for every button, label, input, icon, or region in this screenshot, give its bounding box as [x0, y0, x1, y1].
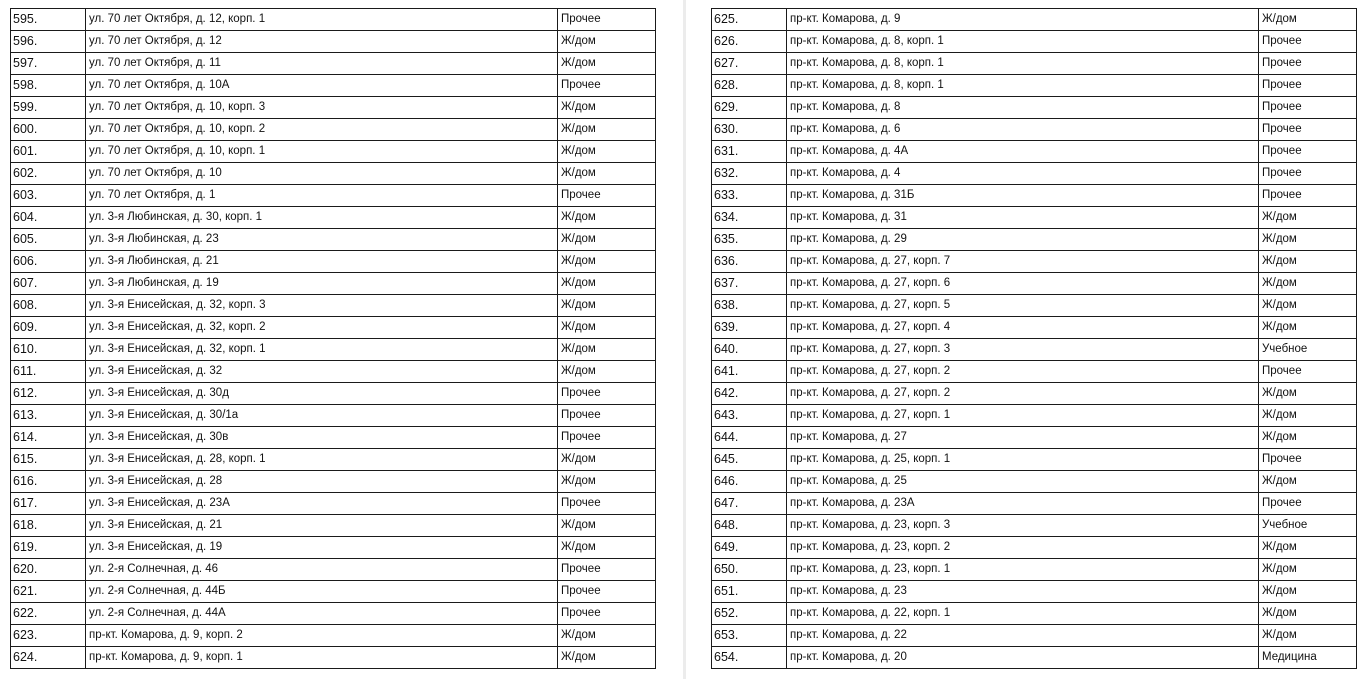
row-address: ул. 70 лет Октября, д. 1: [86, 185, 558, 207]
table-row: [712, 163, 1357, 185]
row-address: ул. 70 лет Октября, д. 12, корп. 1: [86, 9, 558, 31]
table-row: [11, 361, 656, 383]
table-row: [712, 273, 1357, 295]
left-address-table: [10, 8, 656, 669]
table-row: [712, 361, 1357, 383]
row-type: Прочее: [558, 383, 656, 405]
table-row: [712, 75, 1357, 97]
row-number: 613.: [11, 405, 86, 427]
table-row: [712, 31, 1357, 53]
row-number: 645.: [712, 449, 787, 471]
row-number: 630.: [712, 119, 787, 141]
table-row: [11, 97, 656, 119]
row-number: 602.: [11, 163, 86, 185]
row-address: пр-кт. Комарова, д. 23: [787, 581, 1259, 603]
row-number: 642.: [712, 383, 787, 405]
table-row: [11, 383, 656, 405]
row-number: 604.: [11, 207, 86, 229]
row-address: ул. 70 лет Октября, д. 10: [86, 163, 558, 185]
row-number: 611.: [11, 361, 86, 383]
row-address: ул. 2-я Солнечная, д. 44А: [86, 603, 558, 625]
table-row: [11, 295, 656, 317]
row-number: 639.: [712, 317, 787, 339]
row-type: Ж/дом: [558, 207, 656, 229]
table-row: [11, 537, 656, 559]
table-row: [712, 383, 1357, 405]
row-address: пр-кт. Комарова, д. 4: [787, 163, 1259, 185]
row-address: пр-кт. Комарова, д. 8, корп. 1: [787, 31, 1259, 53]
table-row: [712, 317, 1357, 339]
row-number: 649.: [712, 537, 787, 559]
row-type: Ж/дом: [1259, 471, 1357, 493]
row-address: ул. 3-я Енисейская, д. 28, корп. 1: [86, 449, 558, 471]
row-address: ул. 70 лет Октября, д. 10, корп. 2: [86, 119, 558, 141]
row-address: ул. 70 лет Октября, д. 10, корп. 1: [86, 141, 558, 163]
table-row: [11, 405, 656, 427]
row-type: Ж/дом: [1259, 559, 1357, 581]
row-type: Ж/дом: [558, 273, 656, 295]
row-address: пр-кт. Комарова, д. 27, корп. 6: [787, 273, 1259, 295]
row-number: 609.: [11, 317, 86, 339]
row-type: Ж/дом: [1259, 581, 1357, 603]
row-type: Прочее: [558, 185, 656, 207]
table-row: [712, 625, 1357, 647]
row-number: 624.: [11, 647, 86, 669]
table-row: [11, 515, 656, 537]
row-address: пр-кт. Комарова, д. 9, корп. 1: [86, 647, 558, 669]
table-row: [712, 581, 1357, 603]
row-type: Прочее: [1259, 185, 1357, 207]
table-row: [712, 449, 1357, 471]
row-number: 601.: [11, 141, 86, 163]
row-type: Прочее: [1259, 141, 1357, 163]
table-row: [11, 141, 656, 163]
row-address: пр-кт. Комарова, д. 9, корп. 2: [86, 625, 558, 647]
row-type: Ж/дом: [558, 361, 656, 383]
row-type: Ж/дом: [558, 537, 656, 559]
table-row: [712, 647, 1357, 669]
table-row: [11, 9, 656, 31]
row-type: Ж/дом: [558, 97, 656, 119]
row-number: 647.: [712, 493, 787, 515]
row-number: 623.: [11, 625, 86, 647]
row-type: Прочее: [558, 493, 656, 515]
row-number: 627.: [712, 53, 787, 75]
table-row: [712, 207, 1357, 229]
row-type: Прочее: [1259, 449, 1357, 471]
row-address: пр-кт. Комарова, д. 31Б: [787, 185, 1259, 207]
row-type: Ж/дом: [558, 625, 656, 647]
table-row: [11, 207, 656, 229]
row-number: 621.: [11, 581, 86, 603]
row-type: Ж/дом: [1259, 603, 1357, 625]
row-number: 629.: [712, 97, 787, 119]
row-type: Медицина: [1259, 647, 1357, 669]
left-page: [0, 0, 683, 679]
table-row: [712, 493, 1357, 515]
row-number: 597.: [11, 53, 86, 75]
row-address: пр-кт. Комарова, д. 27, корп. 3: [787, 339, 1259, 361]
table-row: [11, 163, 656, 185]
row-type: Прочее: [558, 405, 656, 427]
left-table-body: [11, 9, 656, 669]
row-number: 607.: [11, 273, 86, 295]
row-number: 620.: [11, 559, 86, 581]
row-address: пр-кт. Комарова, д. 8, корп. 1: [787, 75, 1259, 97]
table-row: [712, 515, 1357, 537]
row-type: Ж/дом: [1259, 229, 1357, 251]
row-type: Ж/дом: [1259, 405, 1357, 427]
row-type: Ж/дом: [558, 449, 656, 471]
row-address: пр-кт. Комарова, д. 27, корп. 2: [787, 361, 1259, 383]
row-address: ул. 2-я Солнечная, д. 46: [86, 559, 558, 581]
row-number: 646.: [712, 471, 787, 493]
row-address: пр-кт. Комарова, д. 27, корп. 5: [787, 295, 1259, 317]
table-row: [11, 603, 656, 625]
table-row: [11, 339, 656, 361]
row-type: Ж/дом: [558, 31, 656, 53]
row-address: ул. 3-я Енисейская, д. 23А: [86, 493, 558, 515]
row-address: пр-кт. Комарова, д. 27, корп. 2: [787, 383, 1259, 405]
row-type: Ж/дом: [558, 295, 656, 317]
row-number: 625.: [712, 9, 787, 31]
row-number: 631.: [712, 141, 787, 163]
row-type: Ж/дом: [1259, 427, 1357, 449]
row-number: 637.: [712, 273, 787, 295]
row-address: ул. 2-я Солнечная, д. 44Б: [86, 581, 558, 603]
table-row: [712, 119, 1357, 141]
row-number: 653.: [712, 625, 787, 647]
row-type: Ж/дом: [558, 317, 656, 339]
row-number: 606.: [11, 251, 86, 273]
row-type: Ж/дом: [1259, 383, 1357, 405]
row-type: Ж/дом: [1259, 537, 1357, 559]
row-number: 640.: [712, 339, 787, 361]
table-row: [712, 405, 1357, 427]
row-type: Ж/дом: [1259, 273, 1357, 295]
row-address: ул. 3-я Енисейская, д. 19: [86, 537, 558, 559]
row-type: Ж/дом: [558, 229, 656, 251]
table-row: [11, 317, 656, 339]
row-type: Ж/дом: [558, 119, 656, 141]
row-type: Прочее: [1259, 53, 1357, 75]
row-type: Ж/дом: [1259, 295, 1357, 317]
row-number: 599.: [11, 97, 86, 119]
row-number: 636.: [712, 251, 787, 273]
row-type: Ж/дом: [1259, 251, 1357, 273]
row-number: 651.: [712, 581, 787, 603]
row-number: 652.: [712, 603, 787, 625]
row-type: Ж/дом: [558, 515, 656, 537]
row-type: Учебное: [1259, 515, 1357, 537]
row-address: пр-кт. Комарова, д. 29: [787, 229, 1259, 251]
row-address: пр-кт. Комарова, д. 31: [787, 207, 1259, 229]
row-address: ул. 3-я Енисейская, д. 30д: [86, 383, 558, 405]
table-row: [11, 119, 656, 141]
right-page: [686, 0, 1368, 679]
table-row: [712, 603, 1357, 625]
row-type: Ж/дом: [558, 251, 656, 273]
row-number: 618.: [11, 515, 86, 537]
table-row: [712, 185, 1357, 207]
row-type: Учебное: [1259, 339, 1357, 361]
row-number: 600.: [11, 119, 86, 141]
row-address: пр-кт. Комарова, д. 27, корп. 7: [787, 251, 1259, 273]
row-address: ул. 3-я Енисейская, д. 21: [86, 515, 558, 537]
row-type: Прочее: [1259, 75, 1357, 97]
table-row: [11, 449, 656, 471]
row-number: 654.: [712, 647, 787, 669]
row-address: пр-кт. Комарова, д. 6: [787, 119, 1259, 141]
row-address: ул. 3-я Любинская, д. 21: [86, 251, 558, 273]
row-number: 603.: [11, 185, 86, 207]
row-number: 626.: [712, 31, 787, 53]
row-address: пр-кт. Комарова, д. 8, корп. 1: [787, 53, 1259, 75]
row-type: Прочее: [558, 75, 656, 97]
row-type: Ж/дом: [1259, 9, 1357, 31]
table-row: [11, 75, 656, 97]
row-type: Прочее: [1259, 493, 1357, 515]
row-number: 605.: [11, 229, 86, 251]
row-address: ул. 3-я Любинская, д. 19: [86, 273, 558, 295]
table-row: [712, 471, 1357, 493]
row-number: 616.: [11, 471, 86, 493]
row-number: 648.: [712, 515, 787, 537]
row-address: пр-кт. Комарова, д. 27, корп. 4: [787, 317, 1259, 339]
table-row: [11, 229, 656, 251]
table-row: [11, 625, 656, 647]
row-type: Прочее: [558, 559, 656, 581]
table-row: [11, 273, 656, 295]
row-number: 596.: [11, 31, 86, 53]
row-address: ул. 3-я Енисейская, д. 32, корп. 2: [86, 317, 558, 339]
row-type: Ж/дом: [1259, 207, 1357, 229]
row-address: пр-кт. Комарова, д. 4А: [787, 141, 1259, 163]
row-number: 628.: [712, 75, 787, 97]
row-number: 615.: [11, 449, 86, 471]
row-address: пр-кт. Комарова, д. 22, корп. 1: [787, 603, 1259, 625]
row-type: Прочее: [1259, 361, 1357, 383]
row-address: ул. 70 лет Октября, д. 10А: [86, 75, 558, 97]
row-type: Ж/дом: [558, 141, 656, 163]
row-address: пр-кт. Комарова, д. 23А: [787, 493, 1259, 515]
row-number: 632.: [712, 163, 787, 185]
row-type: Прочее: [558, 603, 656, 625]
row-address: пр-кт. Комарова, д. 23, корп. 1: [787, 559, 1259, 581]
right-address-table: [711, 8, 1357, 669]
table-row: [712, 295, 1357, 317]
table-row: [11, 427, 656, 449]
row-address: пр-кт. Комарова, д. 20: [787, 647, 1259, 669]
row-address: пр-кт. Комарова, д. 25, корп. 1: [787, 449, 1259, 471]
table-row: [11, 31, 656, 53]
row-number: 598.: [11, 75, 86, 97]
table-row: [712, 141, 1357, 163]
row-address: ул. 3-я Енисейская, д. 32: [86, 361, 558, 383]
row-type: Ж/дом: [558, 471, 656, 493]
row-type: Ж/дом: [1259, 317, 1357, 339]
row-type: Ж/дом: [558, 647, 656, 669]
table-row: [712, 97, 1357, 119]
row-number: 608.: [11, 295, 86, 317]
row-address: пр-кт. Комарова, д. 27: [787, 427, 1259, 449]
row-type: Прочее: [558, 581, 656, 603]
row-type: Прочее: [1259, 163, 1357, 185]
table-row: [712, 53, 1357, 75]
row-type: Ж/дом: [558, 163, 656, 185]
table-row: [712, 559, 1357, 581]
row-address: ул. 3-я Любинская, д. 30, корп. 1: [86, 207, 558, 229]
table-row: [712, 427, 1357, 449]
row-type: Прочее: [558, 427, 656, 449]
table-row: [11, 251, 656, 273]
row-number: 610.: [11, 339, 86, 361]
row-number: 644.: [712, 427, 787, 449]
row-address: пр-кт. Комарова, д. 23, корп. 2: [787, 537, 1259, 559]
table-row: [712, 9, 1357, 31]
row-number: 633.: [712, 185, 787, 207]
row-address: пр-кт. Комарова, д. 25: [787, 471, 1259, 493]
row-type: Прочее: [1259, 97, 1357, 119]
row-address: ул. 3-я Енисейская, д. 30в: [86, 427, 558, 449]
row-address: пр-кт. Комарова, д. 22: [787, 625, 1259, 647]
row-number: 650.: [712, 559, 787, 581]
row-type: Ж/дом: [1259, 625, 1357, 647]
table-row: [712, 229, 1357, 251]
row-address: ул. 70 лет Октября, д. 10, корп. 3: [86, 97, 558, 119]
table-row: [712, 339, 1357, 361]
row-type: Ж/дом: [558, 339, 656, 361]
row-type: Прочее: [1259, 31, 1357, 53]
right-table-body: [712, 9, 1357, 669]
table-row: [11, 559, 656, 581]
row-type: Прочее: [558, 9, 656, 31]
table-row: [11, 53, 656, 75]
row-type: Прочее: [1259, 119, 1357, 141]
row-address: ул. 70 лет Октября, д. 11: [86, 53, 558, 75]
table-row: [11, 647, 656, 669]
row-address: пр-кт. Комарова, д. 8: [787, 97, 1259, 119]
row-number: 641.: [712, 361, 787, 383]
row-type: Ж/дом: [558, 53, 656, 75]
table-row: [712, 537, 1357, 559]
row-number: 614.: [11, 427, 86, 449]
row-number: 619.: [11, 537, 86, 559]
row-number: 638.: [712, 295, 787, 317]
table-row: [11, 493, 656, 515]
row-number: 622.: [11, 603, 86, 625]
row-number: 595.: [11, 9, 86, 31]
row-number: 617.: [11, 493, 86, 515]
table-row: [11, 471, 656, 493]
row-number: 612.: [11, 383, 86, 405]
row-number: 634.: [712, 207, 787, 229]
row-number: 635.: [712, 229, 787, 251]
row-address: пр-кт. Комарова, д. 9: [787, 9, 1259, 31]
row-address: ул. 3-я Енисейская, д. 30/1а: [86, 405, 558, 427]
row-address: ул. 70 лет Октября, д. 12: [86, 31, 558, 53]
row-address: ул. 3-я Енисейская, д. 32, корп. 3: [86, 295, 558, 317]
row-address: пр-кт. Комарова, д. 27, корп. 1: [787, 405, 1259, 427]
row-address: ул. 3-я Любинская, д. 23: [86, 229, 558, 251]
table-row: [712, 251, 1357, 273]
row-address: ул. 3-я Енисейская, д. 32, корп. 1: [86, 339, 558, 361]
table-row: [11, 185, 656, 207]
row-address: ул. 3-я Енисейская, д. 28: [86, 471, 558, 493]
row-number: 643.: [712, 405, 787, 427]
table-row: [11, 581, 656, 603]
row-address: пр-кт. Комарова, д. 23, корп. 3: [787, 515, 1259, 537]
